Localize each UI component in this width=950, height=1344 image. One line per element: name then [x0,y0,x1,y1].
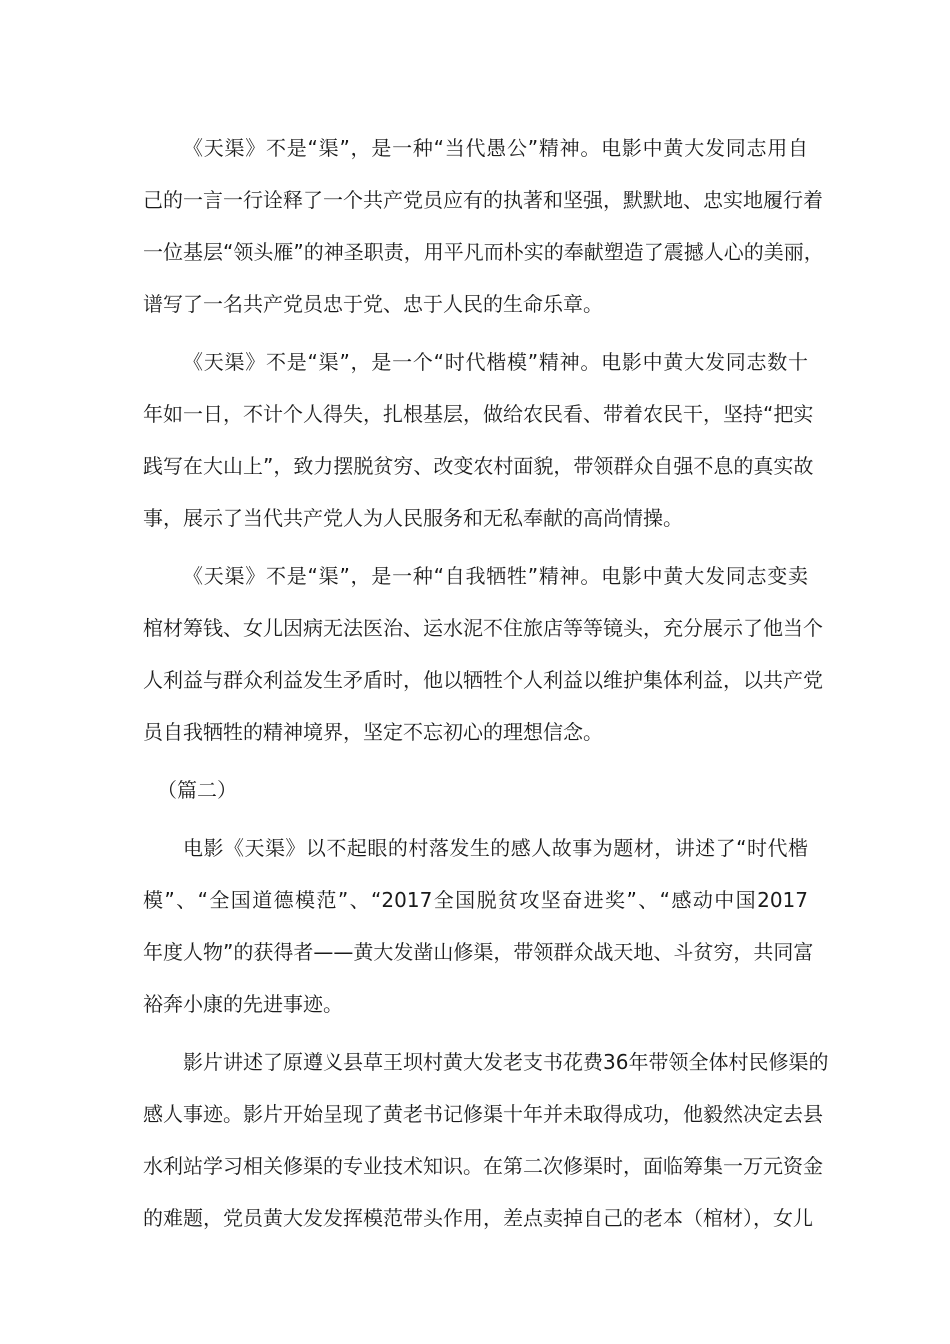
text-line: 《天渠》不是“渠”，是一种“自我牺牲”精神。电影中黄大发同志变卖 [183,564,808,588]
text-line: 践写在大山上”，致力摆脱贫穷、改变农村面貌，带领群众自强不息的真实故 [143,454,814,478]
paragraph-4 [143,822,814,1030]
text-line: 一位基层“领头雁”的神圣职责，用平凡而朴实的奉献塑造了震撼人心的美丽， [143,240,824,264]
document-body [143,122,829,1250]
text-line: 员自我牺牲的精神境界，坚定不忘初心的理想信念。 [143,720,603,744]
text-line: 事，展示了当代共产党人为人民服务和无私奉献的高尚情操。 [143,506,683,530]
paragraph-5 [143,1036,829,1244]
text-line: 感人事迹。影片开始呈现了黄老书记修渠十年并未取得成功，他毅然决定去县 [143,1102,823,1126]
text-line: 模”、“全国道德模范”、“2017全国脱贫攻坚奋进奖”、“感动中国2017 [143,888,808,912]
text-line: 谱写了一名共产党员忠于党、忠于人民的生命乐章。 [143,292,603,316]
text-line: 年如一日，不计个人得失，扎根基层，做给农民看、带着农民干，坚持“把实 [143,402,814,426]
text-line: 裕奔小康的先进事迹。 [143,992,343,1016]
text-line: 水利站学习相关修渠的专业技术知识。在第二次修渠时，面临筹集一万元资金 [143,1154,823,1178]
text-line: 人利益与群众利益发生矛盾时，他以牺牲个人利益以维护集体利益，以共产党 [143,668,823,692]
text-line: 年度人物”的获得者——黄大发凿山修渠，带领群众战天地、斗贫穷，共同富 [143,940,814,964]
text-line: 棺材筹钱、女儿因病无法医治、运水泥不住旅店等等镜头，充分展示了他当个 [143,616,823,640]
paragraph-1 [143,122,824,330]
text-line: 己的一言一行诠释了一个共产党员应有的执著和坚强，默默地、忠实地履行着 [143,188,823,212]
paragraph-3 [143,550,823,758]
text-line: 《天渠》不是“渠”，是一种“当代愚公”精神。电影中黄大发同志用自 [183,136,808,160]
text-line: 的难题，党员黄大发发挥模范带头作用，差点卖掉自己的老本（棺材），女儿 [143,1206,813,1230]
text-line: 《天渠》不是“渠”，是一个“时代楷模”精神。电影中黄大发同志数十 [183,350,808,374]
text-line: 电影《天渠》以不起眼的村落发生的感人故事为题材，讲述了“时代楷 [183,836,808,860]
text-line: 影片讲述了原遵义县草王坝村黄大发老支书花费36年带领全体村民修渠的 [183,1050,829,1074]
section-heading: （篇二） [157,778,237,802]
paragraph-2 [143,336,814,544]
